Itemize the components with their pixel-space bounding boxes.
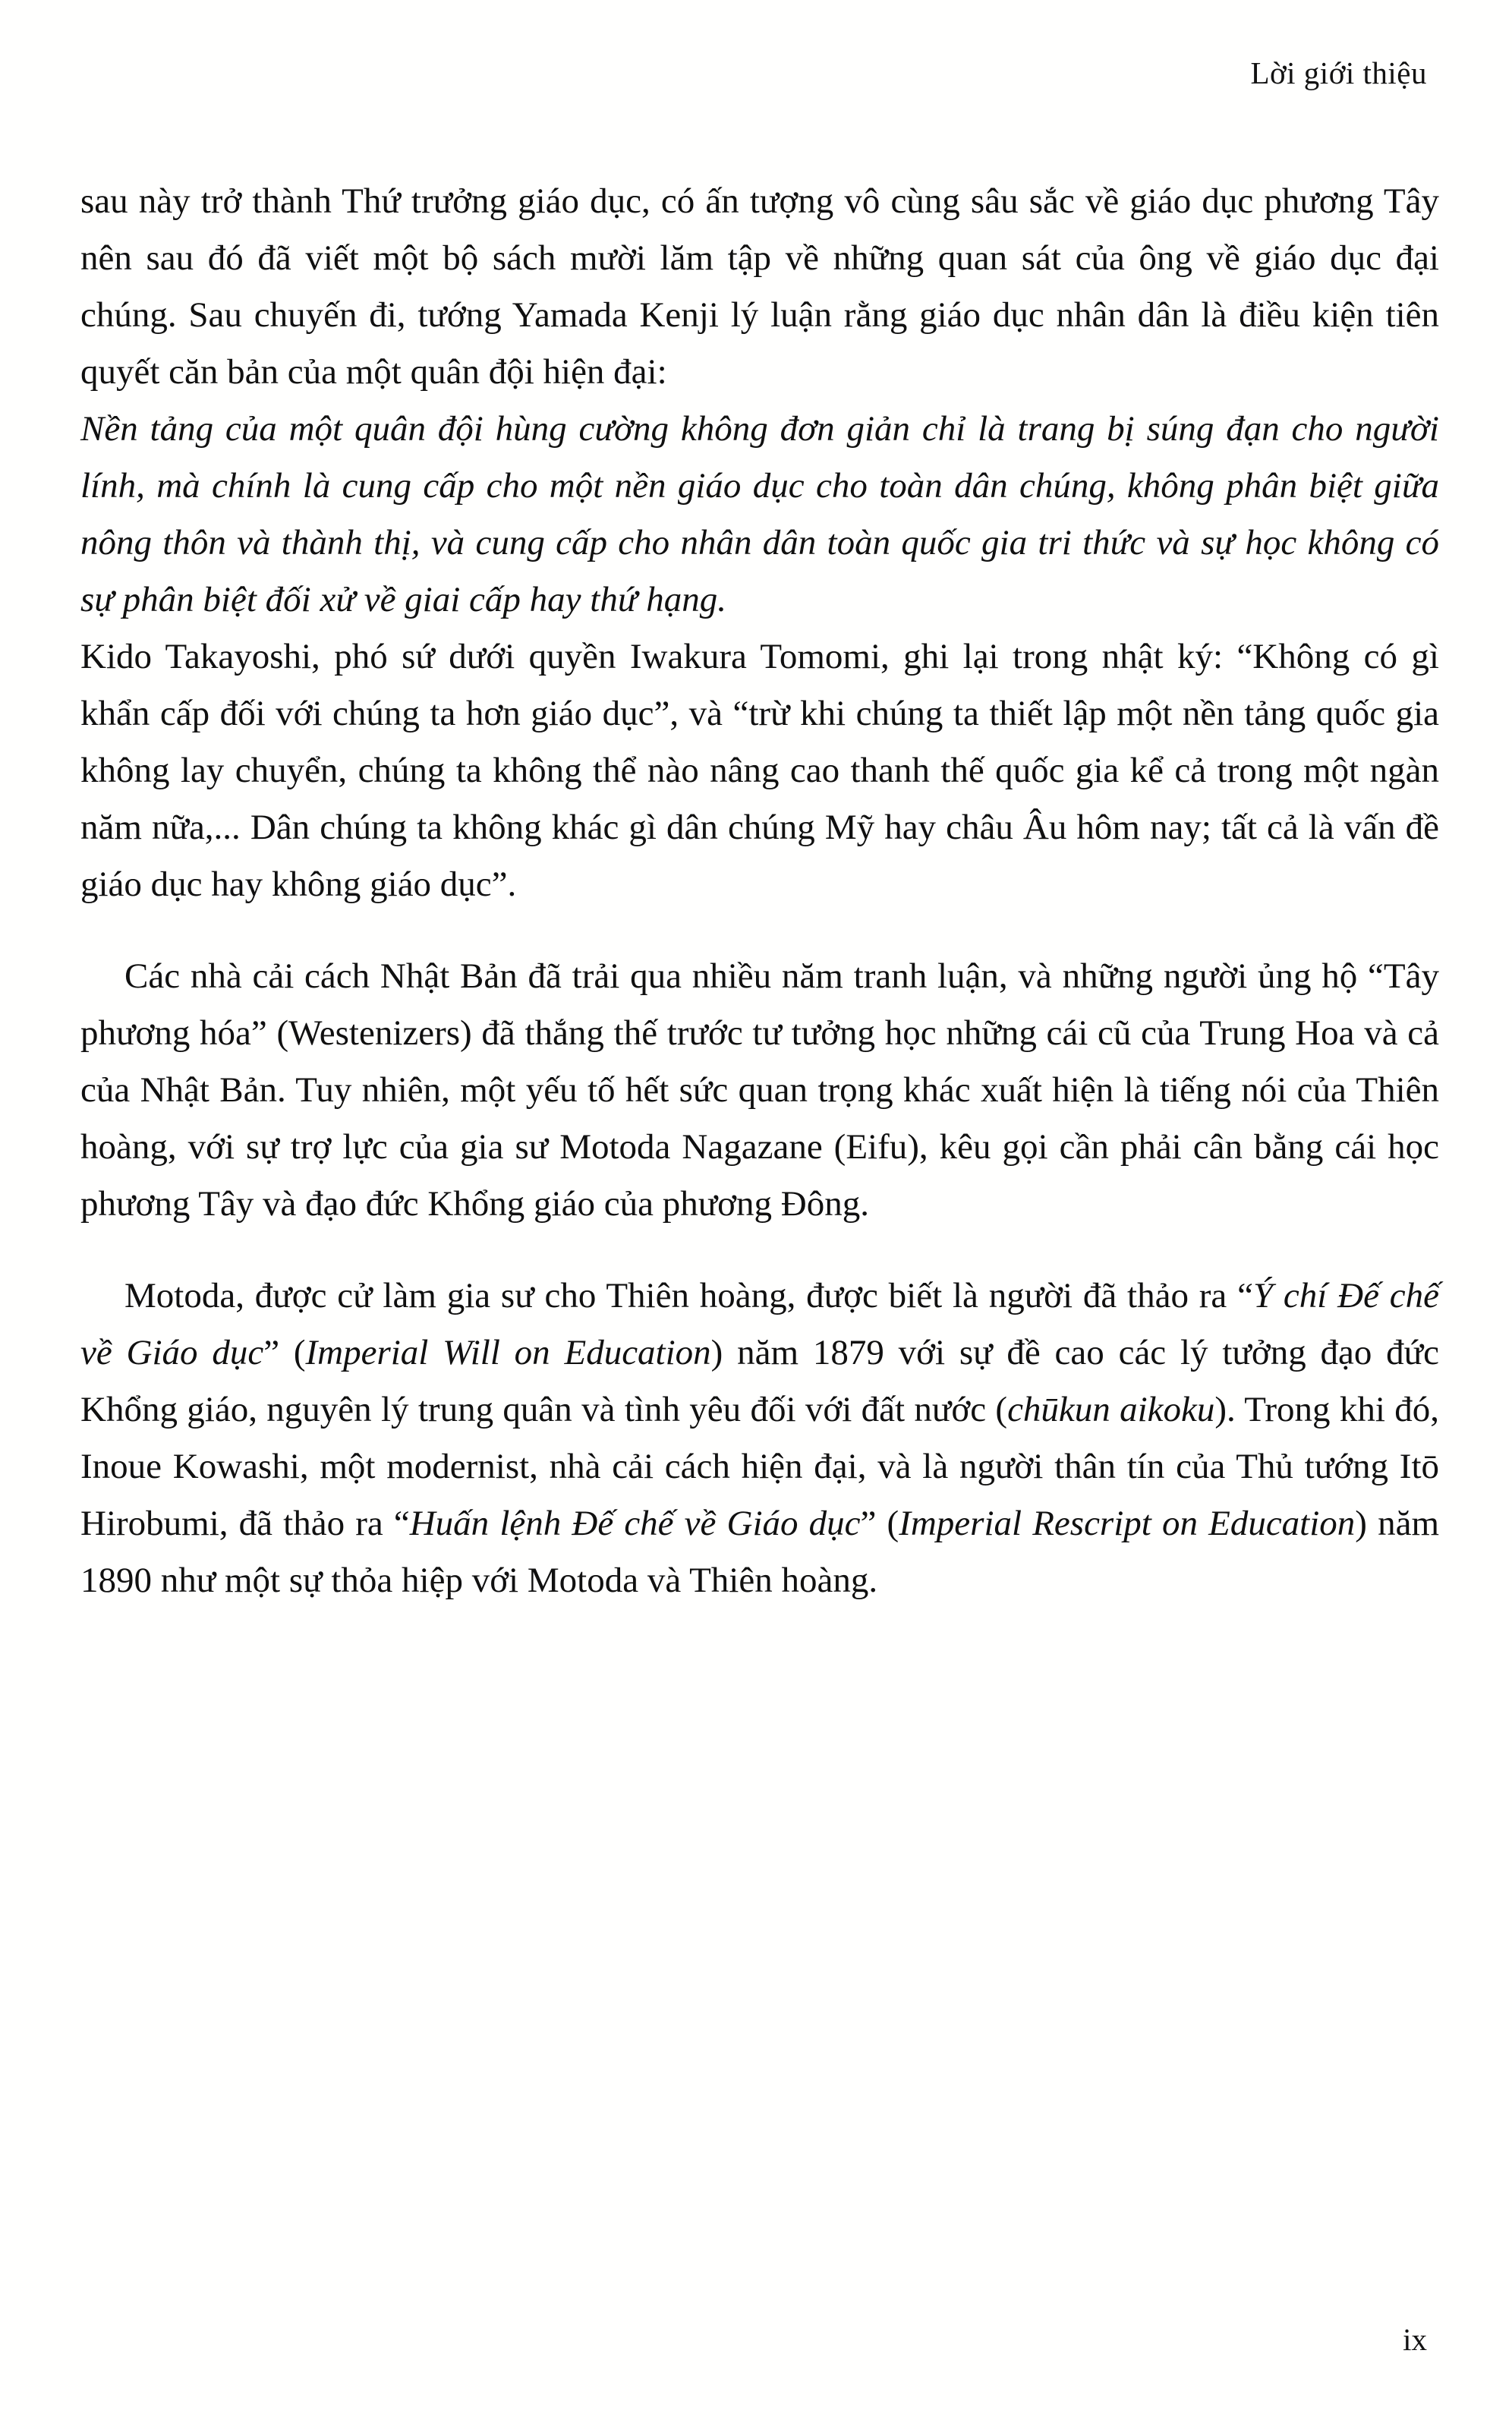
page-number: ix <box>1403 2322 1427 2357</box>
block-quote: Nền tảng của một quân đội hùng cường không đơn giản chỉ là trang bị súng đạn cho người lính, mà chính là cung cấp cho một nền giáo dục cho toàn dân chúng, không phân biệt giữa nông thôn và thành thị, và cung cấp cho nhân dân toàn quốc gia tri thức và sự học không có sự phân biệt đối xử về giai cấp hay thứ hạng. <box>80 409 1439 619</box>
paragraph-kido-takayoshi: Kido Takayoshi, phó sứ dưới quyền Iwakura Tomomi, ghi lại trong nhật ký: “Không có gì khẩn cấp đối với chúng ta hơn giáo dục”, và “trừ khi chúng ta thiết lập một nền tảng quốc gia không lay chuyển, chúng ta không thể nào nâng cao thanh thế quốc gia kể cả trong một ngàn năm nữa,... Dân chúng ta không khác gì dân chúng Mỹ hay châu Âu hôm nay; tất cả là vấn đề giáo dục hay không giáo dục”. <box>80 637 1439 904</box>
running-head-title: Lời giới thiệu <box>1250 55 1427 90</box>
paragraph-motoda: Motoda, được cử làm gia sư cho Thiên hoàng, được biết là người đã thảo ra “Ý chí Đế chế về Giáo dục” (Imperial Will on Education) năm 1879 với sự đề cao các lý tưởng đạo đức Khổng giáo, nguyên lý trung quân và tình yêu đối với đất nước (chūkun aikoku). Trong khi đó, Inoue Kowashi, một modernist, nhà cải cách hiện đại, và là người thân tín của Thủ tướng Itō Hirobumi, đã thảo ra “Huấn lệnh Đế chế về Giáo dục” (Imperial Rescript on Education) năm 1890 như một sự thỏa hiệp với Motoda và Thiên hoàng. <box>80 1276 1440 1600</box>
paragraph-reformers: Các nhà cải cách Nhật Bản đã trải qua nhiều năm tranh luận, và những người ủng hộ “Tây phương hóa” (Westenizers) đã thắng thế trước tư tưởng học những cái cũ của Trung Hoa và cả của Nhật Bản. Tuy nhiên, một yếu tố hết sức quan trọng khác xuất hiện là tiếng nói của Thiên hoàng, với sự trợ lực của gia sư Motoda Nagazane (Eifu), kêu gọi cần phải cân bằng cái học phương Tây và đạo đức Khổng giáo của phương Đông. <box>80 956 1439 1224</box>
paragraph-continued: sau này trở thành Thứ trưởng giáo dục, có ấn tượng vô cùng sâu sắc về giáo dục phương Tây nên sau đó đã viết một bộ sách mười lăm tập về những quan sát của ông về giáo dục đại chúng. Sau chuyến đi, tướng Yamada Kenji lý luận rằng giáo dục nhân dân là điều kiện tiên quyết căn bản của một quân đội hiện đại: <box>80 181 1439 392</box>
page-body <box>80 173 1439 1609</box>
